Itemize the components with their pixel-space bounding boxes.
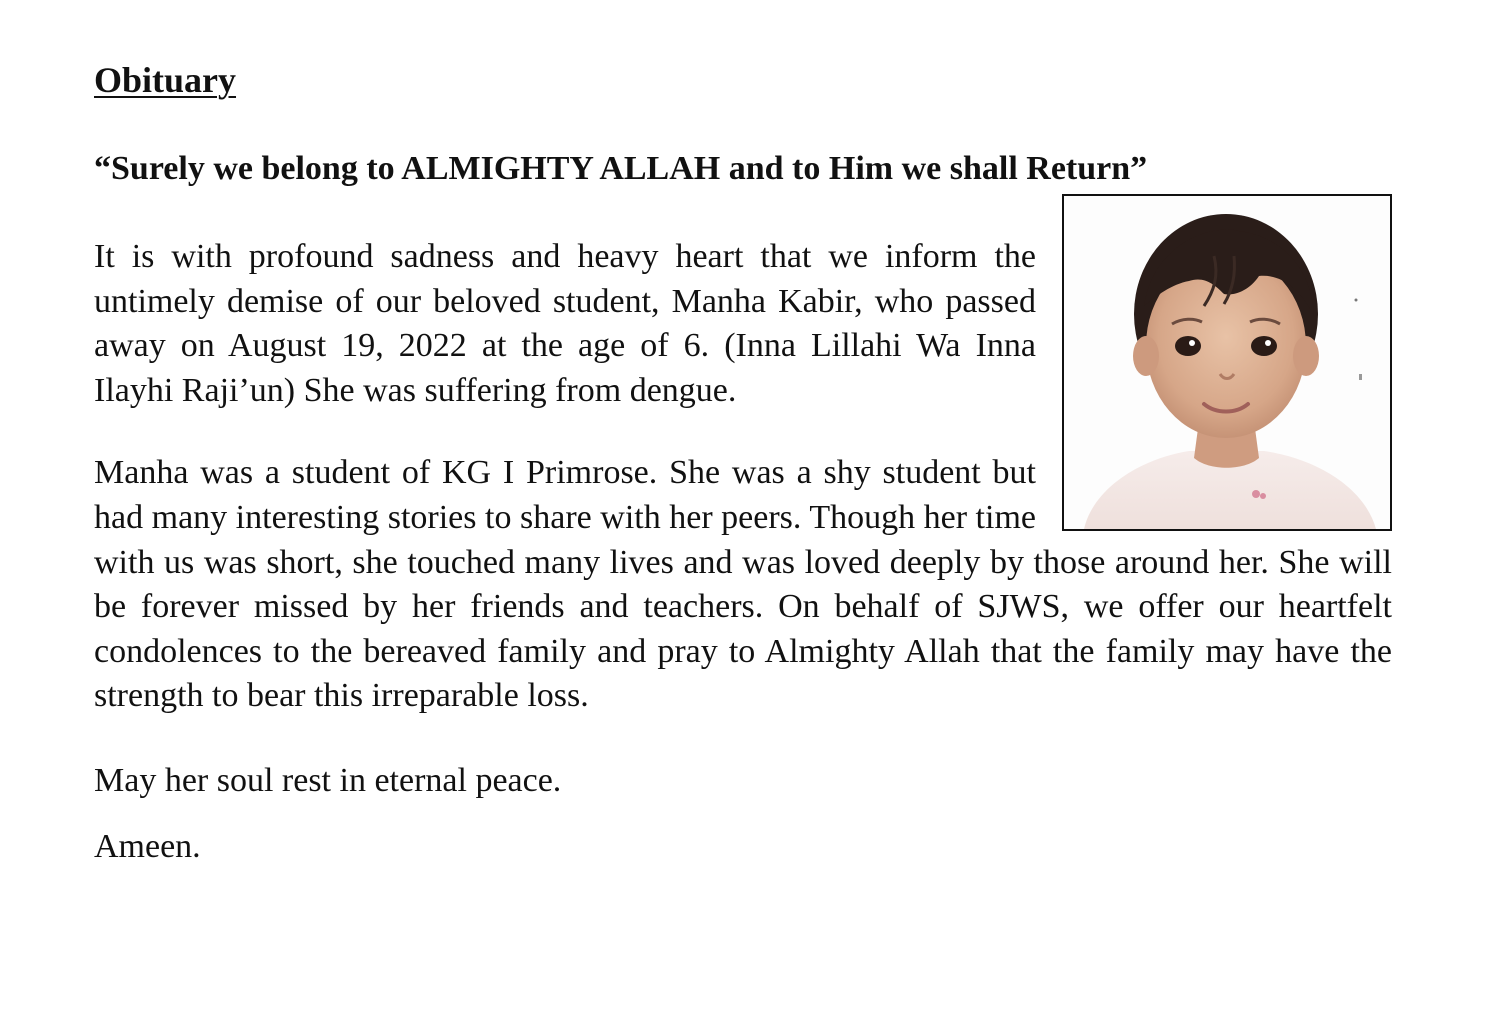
obituary-document [94, 56, 1392, 869]
paragraph-announcement: It is with profound sadness and heavy heart that we inform the untimely demise of our beloved student, Manha Kabir, who passed away on August 19, 2022 at the age of 6. (Inna Lillahi Wa Inna Ilayhi Raji’un) She was suffering from dengue. [94, 238, 1036, 409]
paragraph-tribute: Manha was a student of KG I Primrose. She was a shy student but had many interesting stories to share with her peers. Though her time with us was short, she touched many lives and was loved deeply by those around her. She will be forever missed by her friends and teachers. On behalf of SJWS, we offer our heartfelt condolences to the bereaved family and pray to Almighty Allah that the family may have the strength to bear this irreparable loss. [94, 454, 1392, 715]
closing-ameen: Ameen. [94, 827, 201, 865]
verse-quote: “Surely we belong to ALMIGHTY ALLAH and to Him we shall Return” [94, 150, 1148, 187]
closing-prayer: May her soul rest in eternal peace. [94, 761, 562, 799]
portrait-photo [1062, 194, 1392, 531]
document-title: Obituary [94, 60, 237, 100]
portrait-image [1064, 196, 1390, 529]
